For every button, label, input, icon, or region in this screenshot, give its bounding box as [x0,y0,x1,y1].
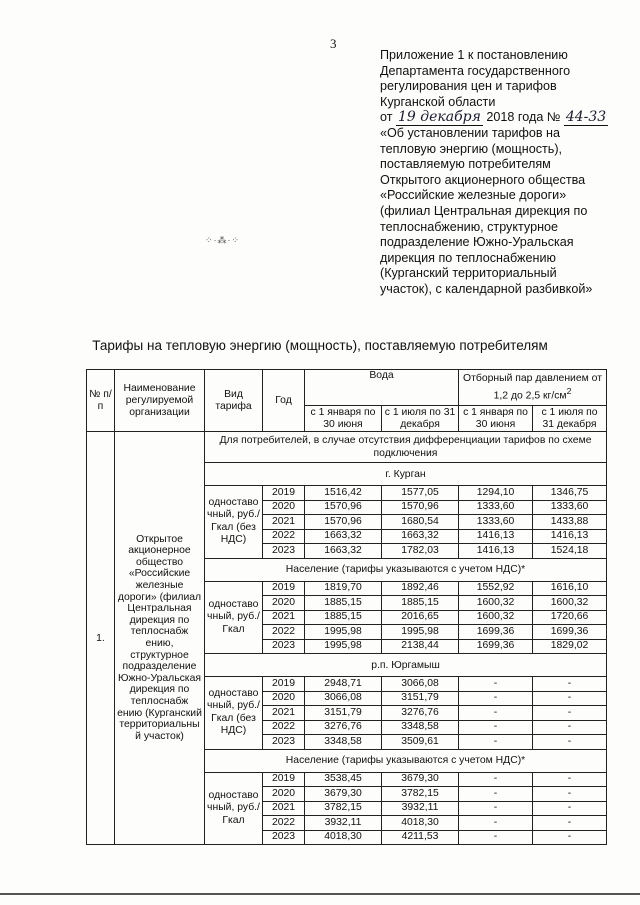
cell-year: 2020 [263,691,305,706]
cell-steam-h2: - [533,787,607,802]
appendix-line: Департамента государственного [380,63,571,78]
cell-water-h2: 1680,54 [382,515,459,530]
faded-stamp-mark: ⁘·⁂·⁘ [205,235,241,245]
cell-year: 2021 [263,610,305,625]
appendix-line: Приложение 1 к постановлению [380,48,568,62]
cell-water-h2: 3151,79 [382,691,459,706]
cell-year: 2020 [263,596,305,611]
cell-steam-h1: - [459,816,533,831]
cell-water-h1: 1663,32 [305,544,382,559]
cell-steam-h2: - [533,720,607,735]
cell-steam-h1: 1333,60 [459,500,533,515]
scan-edge-line [0,893,640,895]
cell-year: 2019 [263,677,305,692]
cell-steam-h1: 1294,10 [459,486,533,501]
cell-steam-h1: - [459,787,533,802]
cell-water-h1: 3066,08 [305,691,382,706]
cell-water-h1: 1885,15 [305,610,382,625]
cell-year: 2020 [263,787,305,802]
header-sub: с 1 июля по 31 декабря [382,406,459,432]
header-steam-text: Отборный пар давлением от 1,2 до 2,5 кг/см [463,372,602,402]
cell-year: 2022 [263,625,305,640]
cell-steam-h1: 1552,92 [459,581,533,596]
cell-water-h1: 1570,96 [305,515,382,530]
cell-water-h2: 1577,05 [382,486,459,501]
cell-year: 2019 [263,772,305,787]
cell-steam-h2: - [533,735,607,750]
cell-year: 2023 [263,735,305,750]
cell-year: 2021 [263,801,305,816]
cell-steam-h1: - [459,735,533,750]
cell-steam-h2: 1829,02 [533,639,607,654]
tariff-kind-no-vat: одноставо чный, руб./Гкал (без НДС) [205,486,263,559]
header-steam-sup: 2 [566,385,572,396]
population-note: Население (тарифы указываются с учетом НДС)* [205,749,607,772]
cell-water-h1: 1663,32 [305,529,382,544]
appendix-line: (филиал Центральная дирекция по [380,203,588,218]
cell-steam-h1: 1600,32 [459,596,533,611]
header-sub: с 1 января по 30 июня [459,406,533,432]
cell-steam-h1: 1699,36 [459,639,533,654]
cell-steam-h2: - [533,816,607,831]
cell-water-h1: 1995,98 [305,625,382,640]
cell-steam-h2: 1433,88 [533,515,607,530]
cell-steam-h1: - [459,801,533,816]
cell-water-h1: 4018,30 [305,830,382,845]
cell-water-h1: 1516,42 [305,486,382,501]
document-title: Тарифы на тепловую энергию (мощность), поставляемую потребителям [92,338,548,353]
cell-water-h1: 3151,79 [305,706,382,721]
cell-water-h2: 1782,03 [382,544,459,559]
cell-water-h2: 3679,30 [382,772,459,787]
cell-year: 2023 [263,639,305,654]
appendix-line: тепловую энергию (мощность), [380,141,563,156]
cell-water-h2: 3782,15 [382,787,459,802]
cell-steam-h2: 1416,13 [533,529,607,544]
cell-steam-h2: - [533,677,607,692]
cell-steam-h2: - [533,706,607,721]
cell-water-h2: 2016,65 [382,610,459,625]
date-prefix: от [380,110,393,125]
cell-water-h1: 1885,15 [305,596,382,611]
appendix-line: регулирования цен и тарифов [380,79,557,94]
appendix-line: «Российские железные дороги» [380,188,567,203]
organization-name: Открытое акционерное общество «Российские железные дороги» (филиал Центральная дирекция по теплоснабж ению, структурное подразделение Южно-Уральская дирекция по теплоснабж ению (Курганский территориальны й участок) [115,432,205,845]
cell-steam-h1: - [459,720,533,735]
locality-kurgan: г. Курган [205,463,607,486]
cell-water-h2: 3276,76 [382,706,459,721]
cell-water-h1: 3276,76 [305,720,382,735]
tariff-kind-with-vat: одноставо чный, руб./Гкал [205,772,263,845]
population-note: Население (тарифы указываются с учетом НДС)* [205,558,607,581]
cell-water-h2: 1995,98 [382,625,459,640]
cell-water-h2: 3509,61 [382,735,459,750]
cell-steam-h1: - [459,830,533,845]
cell-steam-h1: - [459,691,533,706]
appendix-line: теплоснабжению, структурное [380,219,559,234]
header-num: № п/п [87,370,115,432]
appendix-line: дирекция по теплоснабжению [380,250,556,265]
cell-steam-h2: 1524,18 [533,544,607,559]
header-steam [459,370,607,406]
cell-water-h2: 1885,15 [382,596,459,611]
header-water: Вода [305,370,459,406]
cell-water-h1: 1570,96 [305,500,382,515]
cell-water-h1: 2948,71 [305,677,382,692]
cell-water-h1: 1819,70 [305,581,382,596]
handwritten-number: 44-33 [565,109,607,126]
cell-year: 2022 [263,816,305,831]
cell-steam-h2: - [533,830,607,845]
cell-steam-h2: 1346,75 [533,486,607,501]
appendix-line: Открытого акционерного общества [380,172,586,187]
cell-water-h1: 3782,15 [305,801,382,816]
appendix-line: «Об установлении тарифов на [380,125,561,140]
appendix-line: Курганской области [380,94,496,109]
page-number: 3 [330,36,337,51]
cell-steam-h1: - [459,772,533,787]
cell-water-h1: 3932,11 [305,816,382,831]
cell-steam-h1: - [459,706,533,721]
appendix-header [380,48,620,298]
cell-steam-h1: 1600,32 [459,610,533,625]
appendix-date-line [380,110,620,126]
cell-steam-h2: 1720,66 [533,610,607,625]
cell-steam-h2: - [533,801,607,816]
cell-year: 2019 [263,581,305,596]
cell-water-h2: 1570,96 [382,500,459,515]
cell-year: 2023 [263,830,305,845]
appendix-line: поставляемую потребителям [380,157,551,172]
row-number: 1. [87,432,115,845]
cell-year: 2021 [263,515,305,530]
cell-steam-h2: 1616,10 [533,581,607,596]
cell-water-h2: 4211,53 [382,830,459,845]
cell-year: 2021 [263,706,305,721]
cell-steam-h1: 1416,13 [459,529,533,544]
cell-year: 2019 [263,486,305,501]
cell-water-h1: 1995,98 [305,639,382,654]
appendix-line: участок), с календарной разбивкой» [380,281,593,296]
cell-water-h2: 4018,30 [382,816,459,831]
cell-steam-h2: 1333,60 [533,500,607,515]
tariff-kind-with-vat: одноставо чный, руб./Гкал [205,581,263,654]
header-year: Год [263,370,305,432]
cell-steam-h2: - [533,691,607,706]
cell-steam-h2: 1699,36 [533,625,607,640]
header-sub: с 1 июля по 31 декабря [533,406,607,432]
cell-year: 2023 [263,544,305,559]
appendix-line: (Курганский территориальный [380,266,557,281]
cell-steam-h2: - [533,772,607,787]
appendix-line: подразделение Южно-Уральская [380,235,574,250]
date-suffix: 2018 года № [486,110,561,125]
cell-water-h1: 3679,30 [305,787,382,802]
cell-year: 2020 [263,500,305,515]
tariff-table [86,369,607,845]
header-sub: с 1 января по 30 июня [305,406,382,432]
locality-yurgamysh: р.п. Юргамыш [205,654,607,677]
cell-steam-h1: 1416,13 [459,544,533,559]
cell-water-h2: 3932,11 [382,801,459,816]
header-org: Наименование регулируемой организации [115,370,205,432]
cell-year: 2022 [263,529,305,544]
cell-water-h2: 3348,58 [382,720,459,735]
cell-water-h2: 3066,08 [382,677,459,692]
cell-steam-h1: - [459,677,533,692]
cell-water-h1: 3348,58 [305,735,382,750]
cell-water-h1: 3538,45 [305,772,382,787]
cell-steam-h1: 1699,36 [459,625,533,640]
tariff-kind-no-vat: одноставо чный, руб./Гкал (без НДС) [205,677,263,750]
cell-water-h2: 1892,46 [382,581,459,596]
consumers-note: Для потребителей, в случае отсутствия дифференциации тарифов по схеме подключения [205,432,607,463]
cell-steam-h1: 1333,60 [459,515,533,530]
cell-steam-h2: 1600,32 [533,596,607,611]
cell-water-h2: 1663,32 [382,529,459,544]
handwritten-date: 19 декабря [398,109,481,126]
header-kind: Вид тарифа [205,370,263,432]
cell-water-h2: 2138,44 [382,639,459,654]
cell-year: 2022 [263,720,305,735]
